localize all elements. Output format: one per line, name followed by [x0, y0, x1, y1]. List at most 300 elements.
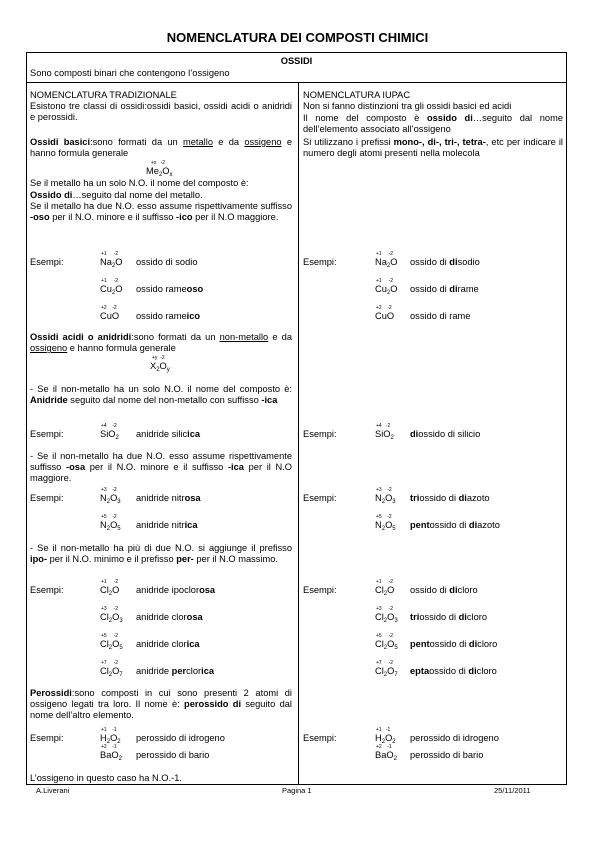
examples-label-left: Esempi:: [30, 257, 64, 267]
t: non-metallo: [219, 332, 269, 342]
compound-name: [410, 750, 483, 760]
name-part: perossido di bario: [410, 750, 484, 760]
chemical-formula: [375, 493, 396, 503]
chemical-formula: [375, 257, 397, 267]
name-part: ica: [201, 666, 215, 676]
formula-part: 5: [394, 645, 398, 651]
t: ossigeno: [30, 343, 68, 354]
compound-name: [136, 750, 209, 760]
formula-part: Cl: [375, 612, 384, 622]
chemical-formula: [375, 733, 396, 743]
nonmetal-rule-3: [30, 543, 292, 565]
compound-name: [410, 612, 487, 622]
formula-part: Cl: [100, 612, 109, 622]
t: -ica: [227, 462, 244, 473]
chemical-formula: [375, 666, 398, 676]
acid-oxides-term: Ossidi acidi o anidridi: [30, 332, 132, 342]
name-part: anidride silic: [136, 429, 188, 439]
oxidation-numbers: +3 -2: [376, 487, 392, 493]
examples-label-left: Esempi:: [30, 493, 64, 503]
formula-part: O: [385, 520, 393, 530]
name-part: cloro: [477, 639, 498, 649]
chemical-formula: [375, 284, 397, 294]
f: y: [166, 367, 170, 373]
t: …seguito dal nome dell’elemento associato all’ossigeno: [303, 113, 563, 135]
compound-name: [410, 311, 470, 321]
name-part: perossido di idrogeno: [410, 733, 499, 743]
t: -ico: [176, 212, 193, 223]
formula-part: 2: [383, 618, 388, 624]
name-part: ossido di: [410, 257, 450, 267]
oxidation-numbers: +2 -1: [101, 744, 117, 750]
compound-name: [136, 612, 203, 622]
t: mono-, di-, tri-, tetra-: [393, 137, 486, 147]
chemical-formula: [375, 311, 394, 321]
text: e hanno formula generale: [30, 137, 293, 159]
formula-part: Na: [100, 257, 112, 267]
name-part: pent: [410, 639, 430, 649]
formula-part: 2: [393, 756, 397, 762]
formula-part: 2: [106, 499, 111, 505]
name-part: ossido di: [429, 666, 469, 676]
name-part: ossido rame: [136, 311, 187, 321]
formula-part: N: [375, 493, 382, 503]
chemical-formula: [100, 750, 122, 760]
name-part: di: [468, 639, 478, 649]
examples-label-right: Esempi:: [303, 257, 337, 267]
oxidation-numbers: +1 -2: [101, 251, 119, 257]
t: -oso: [30, 212, 50, 223]
t: seguito dal nome dell’altro elemento.: [30, 699, 292, 721]
examples-label-right: Esempi:: [303, 733, 337, 743]
formula-part: 3: [119, 618, 123, 624]
name-part: tri: [410, 612, 420, 622]
compound-name: [136, 666, 214, 676]
oxygen-word: ossigeno: [244, 137, 282, 147]
f: O: [159, 361, 167, 371]
formula-part: 2: [386, 290, 391, 296]
formula-part: O: [110, 493, 118, 503]
compound-name: [136, 733, 225, 743]
chemical-formula: [100, 733, 121, 743]
name-part: anidride clor: [136, 639, 187, 649]
formula-part: N: [100, 493, 107, 503]
oxidation-numbers: +1 -1: [101, 727, 117, 733]
t: :sono formati da un: [131, 332, 220, 342]
formula-part: 2: [111, 263, 116, 269]
formula-part: O: [386, 311, 395, 321]
general-formula-metal: [146, 166, 173, 176]
chemical-formula: [375, 585, 394, 595]
oxidation-numbers: +5 -2: [376, 633, 394, 639]
t: Ossido di: [30, 190, 73, 200]
f: Me: [146, 166, 159, 176]
name-part: osa: [184, 493, 201, 503]
name-part: anidride nitr: [136, 520, 185, 530]
name-part: anidride clor: [136, 612, 187, 622]
formula-part: 3: [117, 499, 121, 505]
t: perossido di: [184, 699, 242, 710]
name-part: ossido rame: [136, 284, 187, 294]
iupac-p2: [303, 113, 563, 135]
formula-part: O: [387, 639, 395, 649]
text: :sono formati da un: [90, 137, 184, 147]
peroxides-paragraph: [30, 688, 292, 722]
formula-part: 2: [106, 739, 111, 745]
general-formula-metal-ox: +x -2: [151, 160, 166, 166]
formula-part: 2: [108, 591, 113, 597]
formula-part: O: [108, 429, 116, 439]
compound-name: [410, 733, 499, 743]
formula-part: 7: [394, 672, 398, 678]
t: ossido di: [426, 113, 473, 123]
footer-author: A.Liverani: [36, 786, 70, 795]
compound-name: [410, 585, 478, 595]
formula-part: Cu: [100, 311, 112, 321]
nonmetal-rule-2: [30, 451, 292, 485]
t: Il nome del composto è: [303, 113, 427, 123]
oxidation-numbers: +4 -2: [376, 423, 391, 429]
basic-oxides-paragraph: [30, 137, 292, 159]
t: …seguito dal nome del metallo.: [72, 190, 203, 200]
formula-part: Si: [100, 429, 109, 439]
formula-part: 2: [390, 435, 394, 441]
name-part: di: [468, 520, 478, 530]
examples-label-left: Esempi:: [30, 585, 64, 595]
examples-label-right: Esempi:: [303, 429, 337, 439]
formula-part: Si: [375, 429, 384, 439]
formula-part: O: [390, 284, 398, 294]
formula-part: Cl: [100, 639, 109, 649]
intro-text: Sono composti binari che contengono l’ossigeno: [30, 68, 230, 78]
nonmetal-rule-1: [30, 384, 292, 406]
section-title: OSSIDI: [280, 56, 313, 66]
formula-part: 2: [383, 672, 388, 678]
formula-part: O: [115, 284, 123, 294]
t: Se il metallo ha due N.O. esso assume rispettivamente suffisso: [30, 201, 292, 211]
compound-name: [136, 429, 200, 439]
oxidation-numbers: +5 -2: [376, 514, 392, 520]
formula-part: 2: [108, 618, 113, 624]
t: - Se il non-metallo ha due N.O. esso assume rispettivamente suffisso: [30, 451, 292, 473]
formula-part: O: [386, 750, 394, 760]
name-part: di: [449, 257, 458, 267]
name-part: ossido di: [410, 284, 450, 294]
formula-part: 2: [383, 591, 388, 597]
compound-name: [410, 429, 480, 439]
name-part: anidride nitr: [136, 493, 185, 503]
traditional-intro: Esistono tre classi di ossidi:ossidi basici, ossidi acidi o anidridi e perossidi.: [30, 101, 292, 123]
name-part: osa: [199, 585, 216, 595]
formula-part: 2: [111, 290, 116, 296]
t: per-: [176, 554, 194, 565]
formula-part: Ba: [100, 750, 112, 760]
formula-part: O: [383, 429, 391, 439]
compound-name: [410, 639, 497, 649]
text: e da: [213, 137, 245, 147]
oxidation-numbers: +3 -2: [101, 487, 117, 493]
compound-name: [136, 520, 198, 530]
formula-part: 2: [386, 263, 391, 269]
compound-name: [410, 666, 497, 676]
formula-part: O: [385, 733, 393, 743]
formula-part: Cl: [375, 585, 384, 595]
t: per il N.O. minore e il suffisso: [85, 462, 228, 473]
t: :sono composti in cui sono presenti 2 atomi di ossigeno legati tra loro. Il nome è:: [30, 688, 292, 710]
oxidation-numbers: +1 -2: [101, 579, 119, 585]
name-part: oso: [186, 284, 204, 294]
name-part: sodio: [457, 257, 480, 267]
formula-part: Cu: [375, 284, 387, 294]
formula-part: 5: [117, 526, 121, 532]
formula-part: O: [387, 612, 395, 622]
formula-part: O: [387, 666, 395, 676]
name-part: rame: [457, 284, 479, 294]
name-part: ossido di: [429, 639, 469, 649]
oxidation-numbers: +3 -2: [376, 606, 394, 612]
formula-part: 3: [392, 499, 396, 505]
general-formula-nonmetal: [150, 361, 170, 371]
f: O: [162, 166, 170, 176]
oxidation-numbers: +3 -2: [101, 606, 119, 612]
compound-name: [136, 639, 200, 649]
t: e da: [268, 332, 292, 342]
name-part: di: [468, 666, 477, 676]
compound-name: [410, 493, 490, 503]
header-divider: [27, 82, 566, 83]
compound-name: [410, 257, 480, 267]
iupac-p3: [303, 137, 563, 159]
t: per il N.O maggiore.: [30, 462, 292, 484]
name-part: ossido di sodio: [136, 257, 198, 267]
chemical-formula: [100, 585, 119, 595]
chemical-formula: [100, 311, 119, 321]
examples-label-left: Esempi:: [30, 733, 64, 743]
metal-rule-1: Se il metallo ha un solo N.O. il nome del composto è:: [30, 178, 249, 188]
formula-part: 2: [108, 645, 113, 651]
name-part: ossido di: [429, 520, 469, 530]
formula-part: Na: [375, 257, 387, 267]
formula-part: 5: [392, 526, 396, 532]
t: per il N.O. minore e il suffisso: [49, 212, 177, 223]
formula-part: 7: [119, 672, 123, 678]
formula-part: 2: [106, 526, 111, 532]
compound-name: [136, 585, 215, 595]
formula-part: O: [385, 493, 393, 503]
formula-part: 2: [383, 645, 388, 651]
formula-part: Cl: [375, 639, 384, 649]
name-part: cloro: [476, 666, 497, 676]
t: seguito dal nome del non-metallo con suffisso: [67, 395, 262, 406]
name-part: cloro: [466, 612, 488, 622]
oxidation-numbers: +1 -2: [376, 579, 394, 585]
chemical-formula: [100, 257, 122, 267]
name-part: azoto: [477, 520, 500, 530]
oxidation-numbers: +4 -2: [101, 423, 117, 429]
formula-part: O: [110, 733, 118, 743]
iupac-p1: Non si fanno distinzioni tra gli ossidi basici ed acidi: [303, 101, 512, 111]
t: e hanno formula generale: [67, 343, 176, 354]
chemical-formula: [100, 284, 122, 294]
name-part: ossido di: [419, 612, 459, 622]
formula-part: Ba: [375, 750, 387, 760]
formula-part: 2: [115, 435, 119, 441]
f: x: [169, 172, 173, 178]
formula-part: N: [100, 520, 107, 530]
traditional-heading: NOMENCLATURA TRADIZIONALE: [30, 90, 177, 100]
iupac-heading: NOMENCLATURA IUPAC: [303, 90, 411, 100]
formula-part: Cu: [375, 311, 387, 321]
name-part: anidride ipoclor: [136, 585, 200, 595]
t: - Se il non-metallo ha un solo N.O. il nome del composto è:: [30, 384, 292, 394]
examples-label-right: Esempi:: [303, 585, 337, 595]
examples-label-right: Esempi:: [303, 493, 337, 503]
t: -ica: [261, 395, 278, 406]
footer-page: Pagina 1: [282, 786, 312, 795]
examples-label-left: Esempi:: [30, 429, 64, 439]
closing-note: L’ossigeno in questo caso ha N.O.-1.: [30, 773, 182, 783]
formula-part: O: [115, 257, 123, 267]
page-title: NOMENCLATURA DEI COMPOSTI CHIMICI: [166, 30, 429, 45]
name-part: pent: [410, 520, 430, 530]
name-part: epta: [410, 666, 430, 676]
chemical-formula: [375, 639, 398, 649]
name-part: perossido di idrogeno: [136, 733, 225, 743]
formula-part: O: [110, 520, 118, 530]
formula-part: 2: [381, 499, 386, 505]
chemical-formula: [375, 750, 397, 760]
name-part: ica: [184, 520, 198, 530]
formula-part: O: [111, 311, 120, 321]
name-part: di: [458, 612, 467, 622]
metal-word: metallo: [183, 137, 213, 147]
acid-oxides-paragraph: [30, 332, 292, 354]
formula-part: 2: [108, 672, 113, 678]
f: 2: [158, 172, 163, 178]
name-part: anidride: [136, 666, 172, 676]
chemical-formula: [100, 666, 123, 676]
formula-part: N: [375, 520, 382, 530]
chemical-formula: [375, 520, 396, 530]
formula-part: O: [112, 585, 120, 595]
oxidation-numbers: +2 -2: [376, 305, 392, 311]
oxidation-numbers: +7 -2: [376, 660, 394, 666]
t: - Se il non-metallo ha più di due N.O. si aggiunge il prefisso: [30, 543, 292, 553]
name-part: cloro: [457, 585, 478, 595]
chemical-formula: [375, 612, 398, 622]
formula-part: Cl: [375, 666, 384, 676]
chemical-formula: [100, 639, 123, 649]
formula-part: Cl: [100, 585, 109, 595]
t: per il N.O. minimo e il prefisso: [47, 554, 177, 565]
metal-rule-3: [30, 201, 292, 223]
oxidation-numbers: +5 -2: [101, 633, 119, 639]
t: per il N.O maggiore.: [192, 212, 279, 223]
name-part: ossido di rame: [410, 311, 471, 321]
chemical-formula: [100, 612, 123, 622]
formula-part: 2: [392, 739, 396, 745]
compound-name: [136, 257, 198, 267]
compound-name: [136, 493, 201, 503]
formula-part: O: [390, 257, 398, 267]
t: per il N.O massimo.: [193, 554, 278, 565]
footer-date: 25/11/2011: [494, 786, 531, 795]
name-part: azoto: [466, 493, 490, 503]
t: Anidride: [30, 395, 68, 406]
name-part: di: [458, 493, 467, 503]
formula-part: 2: [117, 739, 121, 745]
oxidation-numbers: +1 -2: [376, 251, 394, 257]
name-part: ica: [187, 429, 201, 439]
compound-name: [410, 284, 479, 294]
oxidation-numbers: +1 -2: [101, 278, 119, 284]
name-part: per: [171, 666, 187, 676]
oxidation-numbers: +1 -2: [376, 278, 394, 284]
name-part: di: [449, 284, 458, 294]
name-part: ica: [186, 639, 200, 649]
formula-part: 3: [394, 618, 398, 624]
name-part: tri: [410, 493, 420, 503]
t: Si utilizzano i prefissi: [303, 137, 394, 147]
oxidation-numbers: +1 -1: [376, 727, 391, 733]
formula-part: O: [112, 612, 120, 622]
name-part: perossido di bario: [136, 750, 210, 760]
formula-part: O: [111, 750, 119, 760]
formula-part: 2: [118, 756, 122, 762]
formula-part: O: [112, 666, 120, 676]
formula-part: 2: [381, 526, 386, 532]
name-part: di: [410, 429, 419, 439]
oxidation-numbers: +2 -2: [101, 305, 117, 311]
compound-name: [410, 520, 500, 530]
column-divider: [298, 82, 299, 784]
chemical-formula: [375, 429, 394, 439]
f: X: [150, 361, 157, 371]
name-part: ico: [186, 311, 201, 321]
formula-part: O: [387, 585, 395, 595]
compound-name: [136, 284, 203, 294]
name-part: osa: [186, 612, 203, 622]
chemical-formula: [100, 520, 121, 530]
formula-part: H: [375, 733, 382, 743]
metal-rule-2: [30, 190, 292, 201]
peroxides-term: Perossidi: [30, 688, 72, 698]
t: -osa: [66, 462, 86, 473]
t: , etc per indicare il numero degli atomi presenti nella molecola: [303, 137, 563, 159]
name-part: di: [449, 585, 458, 595]
formula-part: Cu: [100, 284, 112, 294]
chemical-formula: [100, 429, 119, 439]
name-part: ossido di: [419, 493, 459, 503]
f: 2: [156, 367, 160, 373]
name-part: ossido di silicio: [418, 429, 481, 439]
general-formula-nm-ox: +y -2: [152, 355, 165, 361]
compound-name: [136, 311, 200, 321]
formula-part: H: [100, 733, 107, 743]
formula-part: 5: [119, 645, 123, 651]
name-part: clor: [186, 666, 202, 676]
name-part: ossido di: [410, 585, 450, 595]
chemical-formula: [100, 493, 121, 503]
basic-oxides-term: Ossidi basici: [30, 137, 91, 147]
t: ipo-: [30, 554, 48, 565]
formula-part: O: [112, 639, 120, 649]
oxidation-numbers: +5 -2: [101, 514, 117, 520]
oxidation-numbers: +7 -2: [101, 660, 119, 666]
oxidation-numbers: +2 -1: [376, 744, 392, 750]
formula-part: Cl: [100, 666, 109, 676]
formula-part: 2: [381, 739, 386, 745]
